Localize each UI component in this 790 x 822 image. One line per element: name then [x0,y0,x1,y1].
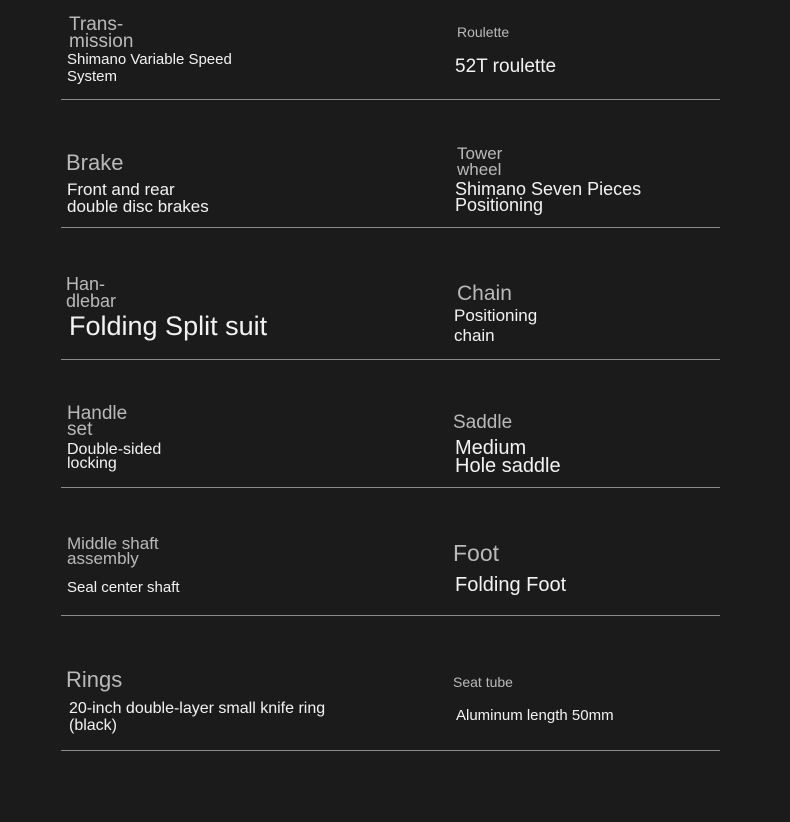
spec-label: Saddle [453,412,513,433]
spec-value: Aluminum length 50mm [456,707,614,724]
row-divider [61,487,720,488]
spec-label: Roulette [457,24,510,40]
spec-label: Rings [66,667,123,692]
spec-value: Front and rear double disc brakes [67,180,209,216]
spec-label: Seat tube [453,674,513,690]
spec-saddle [453,412,561,475]
spec-middle-shaft [67,536,180,597]
row-divider [61,227,720,228]
row-divider [61,750,720,751]
spec-value: Double-sided locking [67,441,162,472]
spec-tower-wheel [455,146,641,213]
spec-value: Folding Split suit [69,311,268,341]
row-divider [61,359,720,360]
spec-chain [454,282,537,346]
spec-value: Shimano Variable Speed System [67,51,232,85]
row-divider [61,615,720,616]
spec-label: Tower wheel [457,144,503,179]
spec-label: Brake [66,150,124,175]
spec-value: 52T roulette [455,56,557,77]
spec-handlebar [66,276,267,342]
spec-label: Han- dlebar [66,274,117,311]
spec-value: Folding Foot [455,574,567,596]
spec-handle-set [67,403,162,472]
spec-label: Foot [453,540,500,566]
spec-label: Middle shaft assembly [67,534,159,568]
spec-value: Medium Hole saddle [455,437,561,477]
spec-rings [66,667,325,734]
spec-label: Chain [457,282,512,305]
row-divider [61,99,720,100]
spec-value: 20-inch double-layer small knife ring (black) [69,700,326,734]
spec-roulette [455,24,556,78]
spec-value: Positioning chain [454,306,538,345]
spec-transmission [67,16,232,85]
spec-seat-tube [453,674,614,725]
spec-label: Trans- mission [69,14,134,52]
spec-brake [66,150,209,215]
spec-value: Seal center shaft [67,579,180,596]
spec-foot [453,540,566,597]
spec-value: Shimano Seven Pieces Positioning [455,179,642,215]
spec-label: Handle set [67,403,128,440]
